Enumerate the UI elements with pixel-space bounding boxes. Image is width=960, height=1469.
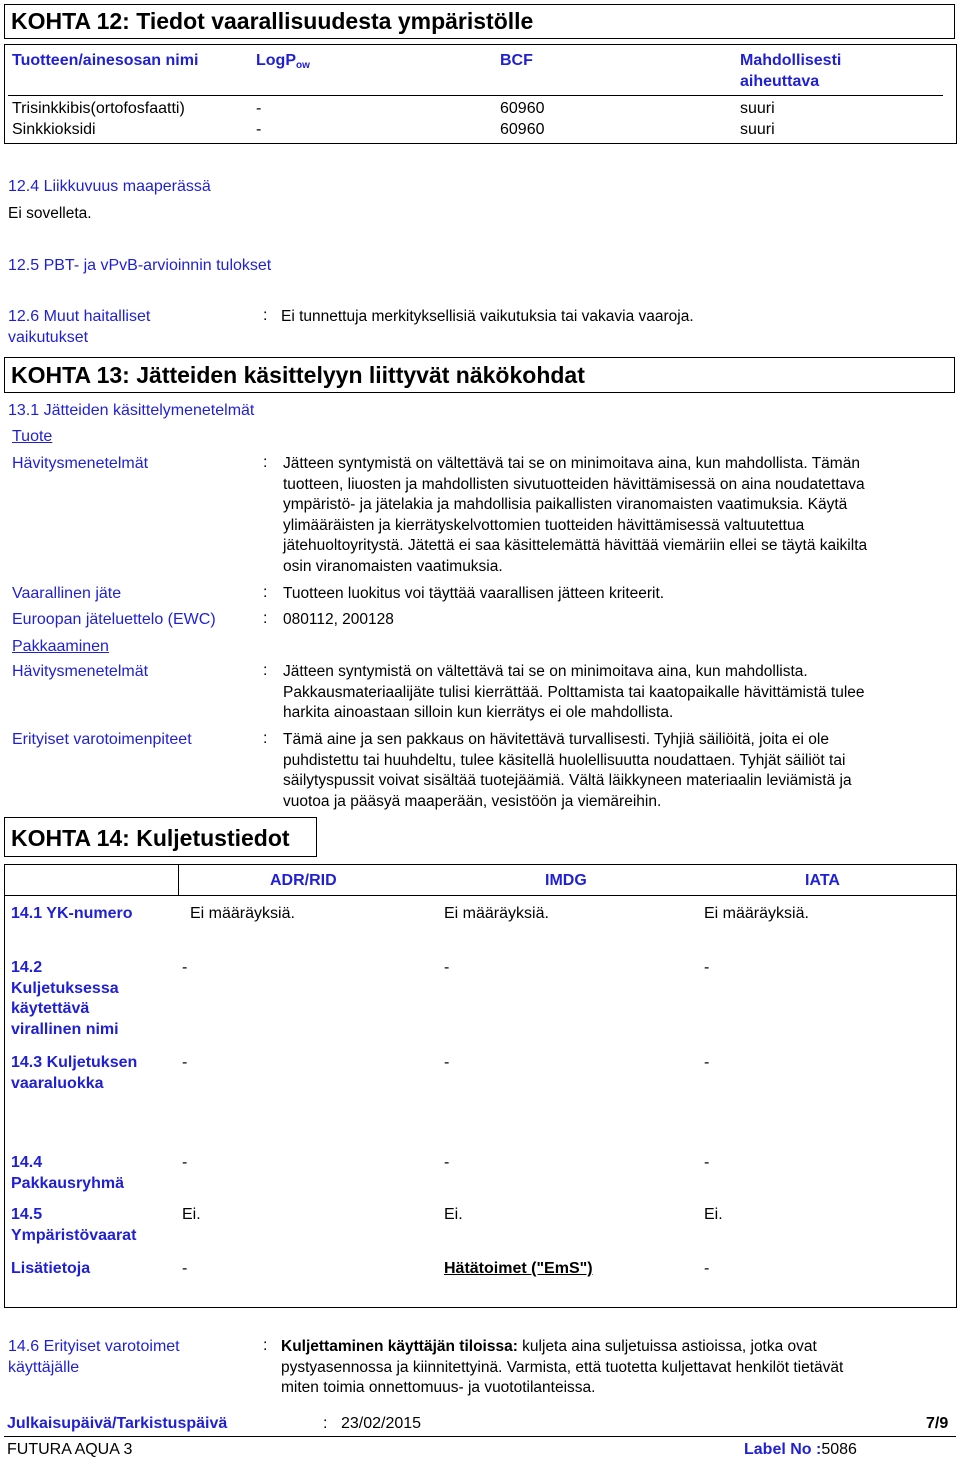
logp-subscript: ow xyxy=(296,60,310,71)
section-13-heading: KOHTA 13: Jätteiden käsittelyyn liittyvät näkökohdat xyxy=(4,357,955,393)
section-14-heading: KOHTA 14: Kuljetustiedot xyxy=(4,817,317,857)
packaging-label: Pakkaaminen xyxy=(12,638,109,655)
label-line: vaaraluokka xyxy=(11,1074,104,1092)
special-precautions-text xyxy=(283,730,852,812)
transport-header-left-rule xyxy=(178,864,179,895)
hazardous-waste-label: Vaarallinen jäte xyxy=(12,585,122,602)
mobility-title: 12.4 Liikkuvuus maaperässä xyxy=(8,178,211,195)
section-12-heading: KOHTA 12: Tiedot vaarallisuudesta ympäristölle xyxy=(4,4,955,39)
row-label-additional-info: Lisätietoja xyxy=(11,1260,91,1277)
un-imdg: Ei määräyksiä. xyxy=(444,905,549,922)
footer-divider xyxy=(4,1436,956,1437)
label-line: 14.2 xyxy=(11,959,43,976)
colon: : xyxy=(263,662,268,679)
footer-page-number: 7/9 xyxy=(926,1415,949,1432)
bold-lead: Kuljettaminen käyttäjän tiloissa: xyxy=(281,1338,518,1355)
name-iata: - xyxy=(704,959,710,976)
col-header-adr-rid: ADR/RID xyxy=(270,872,337,889)
text-line: säilytyspussit voivat sisältää tuotejäämiä. Vältä läikkyneen materiaalin leviämistä ja xyxy=(283,772,852,789)
colon: : xyxy=(263,584,268,601)
hazardous-waste-text: Tuotteen luokitus voi täyttää vaarallisen jätteen kriteerit. xyxy=(283,585,665,602)
table-row-2-potential: suuri xyxy=(740,121,775,138)
table-header-rule xyxy=(8,95,943,96)
disposal-text xyxy=(283,454,867,577)
text-line xyxy=(281,1337,843,1358)
table-row-1-bcf: 60960 xyxy=(500,100,545,117)
other-effects-title-1: 12.6 Muut haitalliset xyxy=(8,308,151,325)
footer-label-no-value: 5086 xyxy=(821,1441,857,1458)
row-label-packing-group xyxy=(11,1153,124,1194)
text-line: puhdistettu tai huuhdeltu, tulee käsitellä huolellisuutta noudattaen. Tyhjät säiliöt tai xyxy=(283,751,846,769)
other-effects-text: Ei tunnettuja merkityksellisiä vaikutuksia tai vakavia vaaroja. xyxy=(281,308,694,325)
disposal-label: Hävitysmenetelmät xyxy=(12,455,149,472)
table-row-2-bcf: 60960 xyxy=(500,121,545,138)
ewc-label: Euroopan jäteluettelo (EWC) xyxy=(12,611,216,628)
table-row-1-potential: suuri xyxy=(740,100,775,117)
text-line: jätehuoltoyritystä. Jätettä ei saa käsittelemättä hävittää viemäriin ellei se täytä kaikilta xyxy=(283,537,868,554)
col-header-name: Tuotteen/ainesosan nimi xyxy=(12,52,199,69)
waste-methods-subtitle: 13.1 Jätteiden käsittelymenetelmät xyxy=(8,402,255,419)
text-line: harkita ainoastaan silloin kun kierrätys ei ole mahdollista. xyxy=(283,704,674,721)
other-effects-title-2: vaikutukset xyxy=(8,329,89,346)
special-precautions-user-1: 14.6 Erityiset varotoimet xyxy=(8,1338,180,1355)
class-imdg: - xyxy=(444,1054,450,1071)
label-line: virallinen nimi xyxy=(11,1020,119,1038)
env-adr: Ei. xyxy=(182,1206,201,1223)
extra-imdg-ems: Hätätoimet ("EmS") xyxy=(444,1260,593,1277)
colon: : xyxy=(263,1337,268,1354)
row-label-shipping-name xyxy=(11,958,119,1040)
row-label-hazard-class xyxy=(11,1053,137,1094)
extra-adr: - xyxy=(182,1260,188,1277)
group-adr: - xyxy=(182,1154,188,1171)
text-line: ylimääräisten ja kierrätyskelvottomien tuotteiden hävittämisessä valtuutettua xyxy=(283,516,805,534)
env-iata: Ei. xyxy=(704,1206,723,1223)
text-line: Jätteen syntymistä on vältettävä tai se on minimoitava aina, kun mahdollista. Tämän xyxy=(283,455,860,472)
label-line: Pakkausryhmä xyxy=(11,1174,124,1192)
ewc-text: 080112, 200128 xyxy=(283,611,394,628)
extra-iata: - xyxy=(704,1260,710,1277)
pbt-title: 12.5 PBT- ja vPvB-arvioinnin tulokset xyxy=(8,257,272,274)
colon: : xyxy=(263,307,268,324)
label-line: käytettävä xyxy=(11,1000,90,1017)
footer-product-name: FUTURA AQUA 3 xyxy=(7,1441,133,1458)
footer-colon: : xyxy=(323,1415,328,1432)
text-run: kuljeta aina suljetuissa astioissa, jotka ovat xyxy=(517,1338,817,1355)
footer-date-value: 23/02/2015 xyxy=(341,1415,422,1432)
label-line: Ympäristövaarat xyxy=(11,1226,137,1244)
col-header-bcf: BCF xyxy=(500,52,533,69)
special-precautions-user-text xyxy=(281,1337,843,1399)
colon: : xyxy=(263,454,268,471)
table-row-1-name: Trisinkkibis(ortofosfaatti) xyxy=(12,100,185,117)
special-precautions-label: Erityiset varotoimenpiteet xyxy=(12,731,192,748)
logp-label: LogP xyxy=(256,52,296,69)
label-line: Kuljetuksessa xyxy=(11,979,119,997)
footer-date-label: Julkaisupäivä/Tarkistuspäivä xyxy=(7,1415,228,1432)
class-iata: - xyxy=(704,1054,710,1071)
class-adr: - xyxy=(182,1054,188,1071)
mobility-text: Ei sovelleta. xyxy=(8,205,92,222)
table-row-2-logp: - xyxy=(256,121,262,138)
label-line: 14.5 xyxy=(11,1206,43,1223)
colon: : xyxy=(263,730,268,747)
un-adr: Ei määräyksiä. xyxy=(190,905,295,922)
footer-label-no-label: Label No : xyxy=(744,1441,822,1458)
env-imdg: Ei. xyxy=(444,1206,463,1223)
text-line: Tämä aine ja sen pakkaus on hävitettävä turvallisesti. Tyhjiä säiliöitä, joita ei ole xyxy=(283,731,829,748)
un-iata: Ei määräyksiä. xyxy=(704,905,809,922)
label-line: 14.3 Kuljetuksen xyxy=(11,1054,138,1071)
col-header-potential-2: aiheuttava xyxy=(740,73,820,90)
col-header-logp xyxy=(256,51,310,76)
name-imdg: - xyxy=(444,959,450,976)
footer-label-no xyxy=(744,1441,857,1459)
row-label-un-number: 14.1 YK-numero xyxy=(11,905,133,922)
group-iata: - xyxy=(704,1154,710,1171)
colon: : xyxy=(263,610,268,627)
col-header-iata: IATA xyxy=(805,872,840,889)
text-line: Pakkausmateriaalijäte tulisi kierrättää. Polttamista tai kaatopaikalle hävittämistä tulee xyxy=(283,683,865,701)
transport-table xyxy=(4,864,957,1308)
name-adr: - xyxy=(182,959,188,976)
special-precautions-user-2: käyttäjälle xyxy=(8,1359,80,1376)
packaging-disposal-label: Hävitysmenetelmät xyxy=(12,663,149,680)
text-line: tuotteen, liuosten ja mahdollisten sivutuotteiden hävittämisessä on aina noudatettava xyxy=(283,475,865,493)
table-row-1-logp: - xyxy=(256,100,262,117)
col-header-potential-1: Mahdollisesti xyxy=(740,52,842,69)
text-line: Jätteen syntymistä on vältettävä tai se on minimoitava aina, kun mahdollista. xyxy=(283,663,808,680)
product-label: Tuote xyxy=(12,428,53,445)
text-line: osin viranomaisten vaatimuksia. xyxy=(283,557,503,575)
group-imdg: - xyxy=(444,1154,450,1171)
col-header-imdg: IMDG xyxy=(545,872,587,889)
row-label-env-hazards xyxy=(11,1205,136,1246)
text-line: ympäristö- ja jätelakia ja mahdollisia paikallisten viranomaisten vaatimuksia. Käytä xyxy=(283,496,848,513)
transport-header-bottom-rule xyxy=(4,895,956,896)
label-line: 14.4 xyxy=(11,1154,43,1171)
table-row-2-name: Sinkkioksidi xyxy=(12,121,96,138)
text-line: pystyasennossa ja kiinnitettyinä. Varmista, että tuotetta kuljettavat henkilöt tietävät xyxy=(281,1358,844,1376)
text-line: vuotoa ja pääsyä maaperään, vesistöön ja viemäreihin. xyxy=(283,792,662,810)
packaging-disposal-text xyxy=(283,662,865,724)
text-line: miten toimia onnettomuus- ja vuototilanteissa. xyxy=(281,1379,596,1396)
